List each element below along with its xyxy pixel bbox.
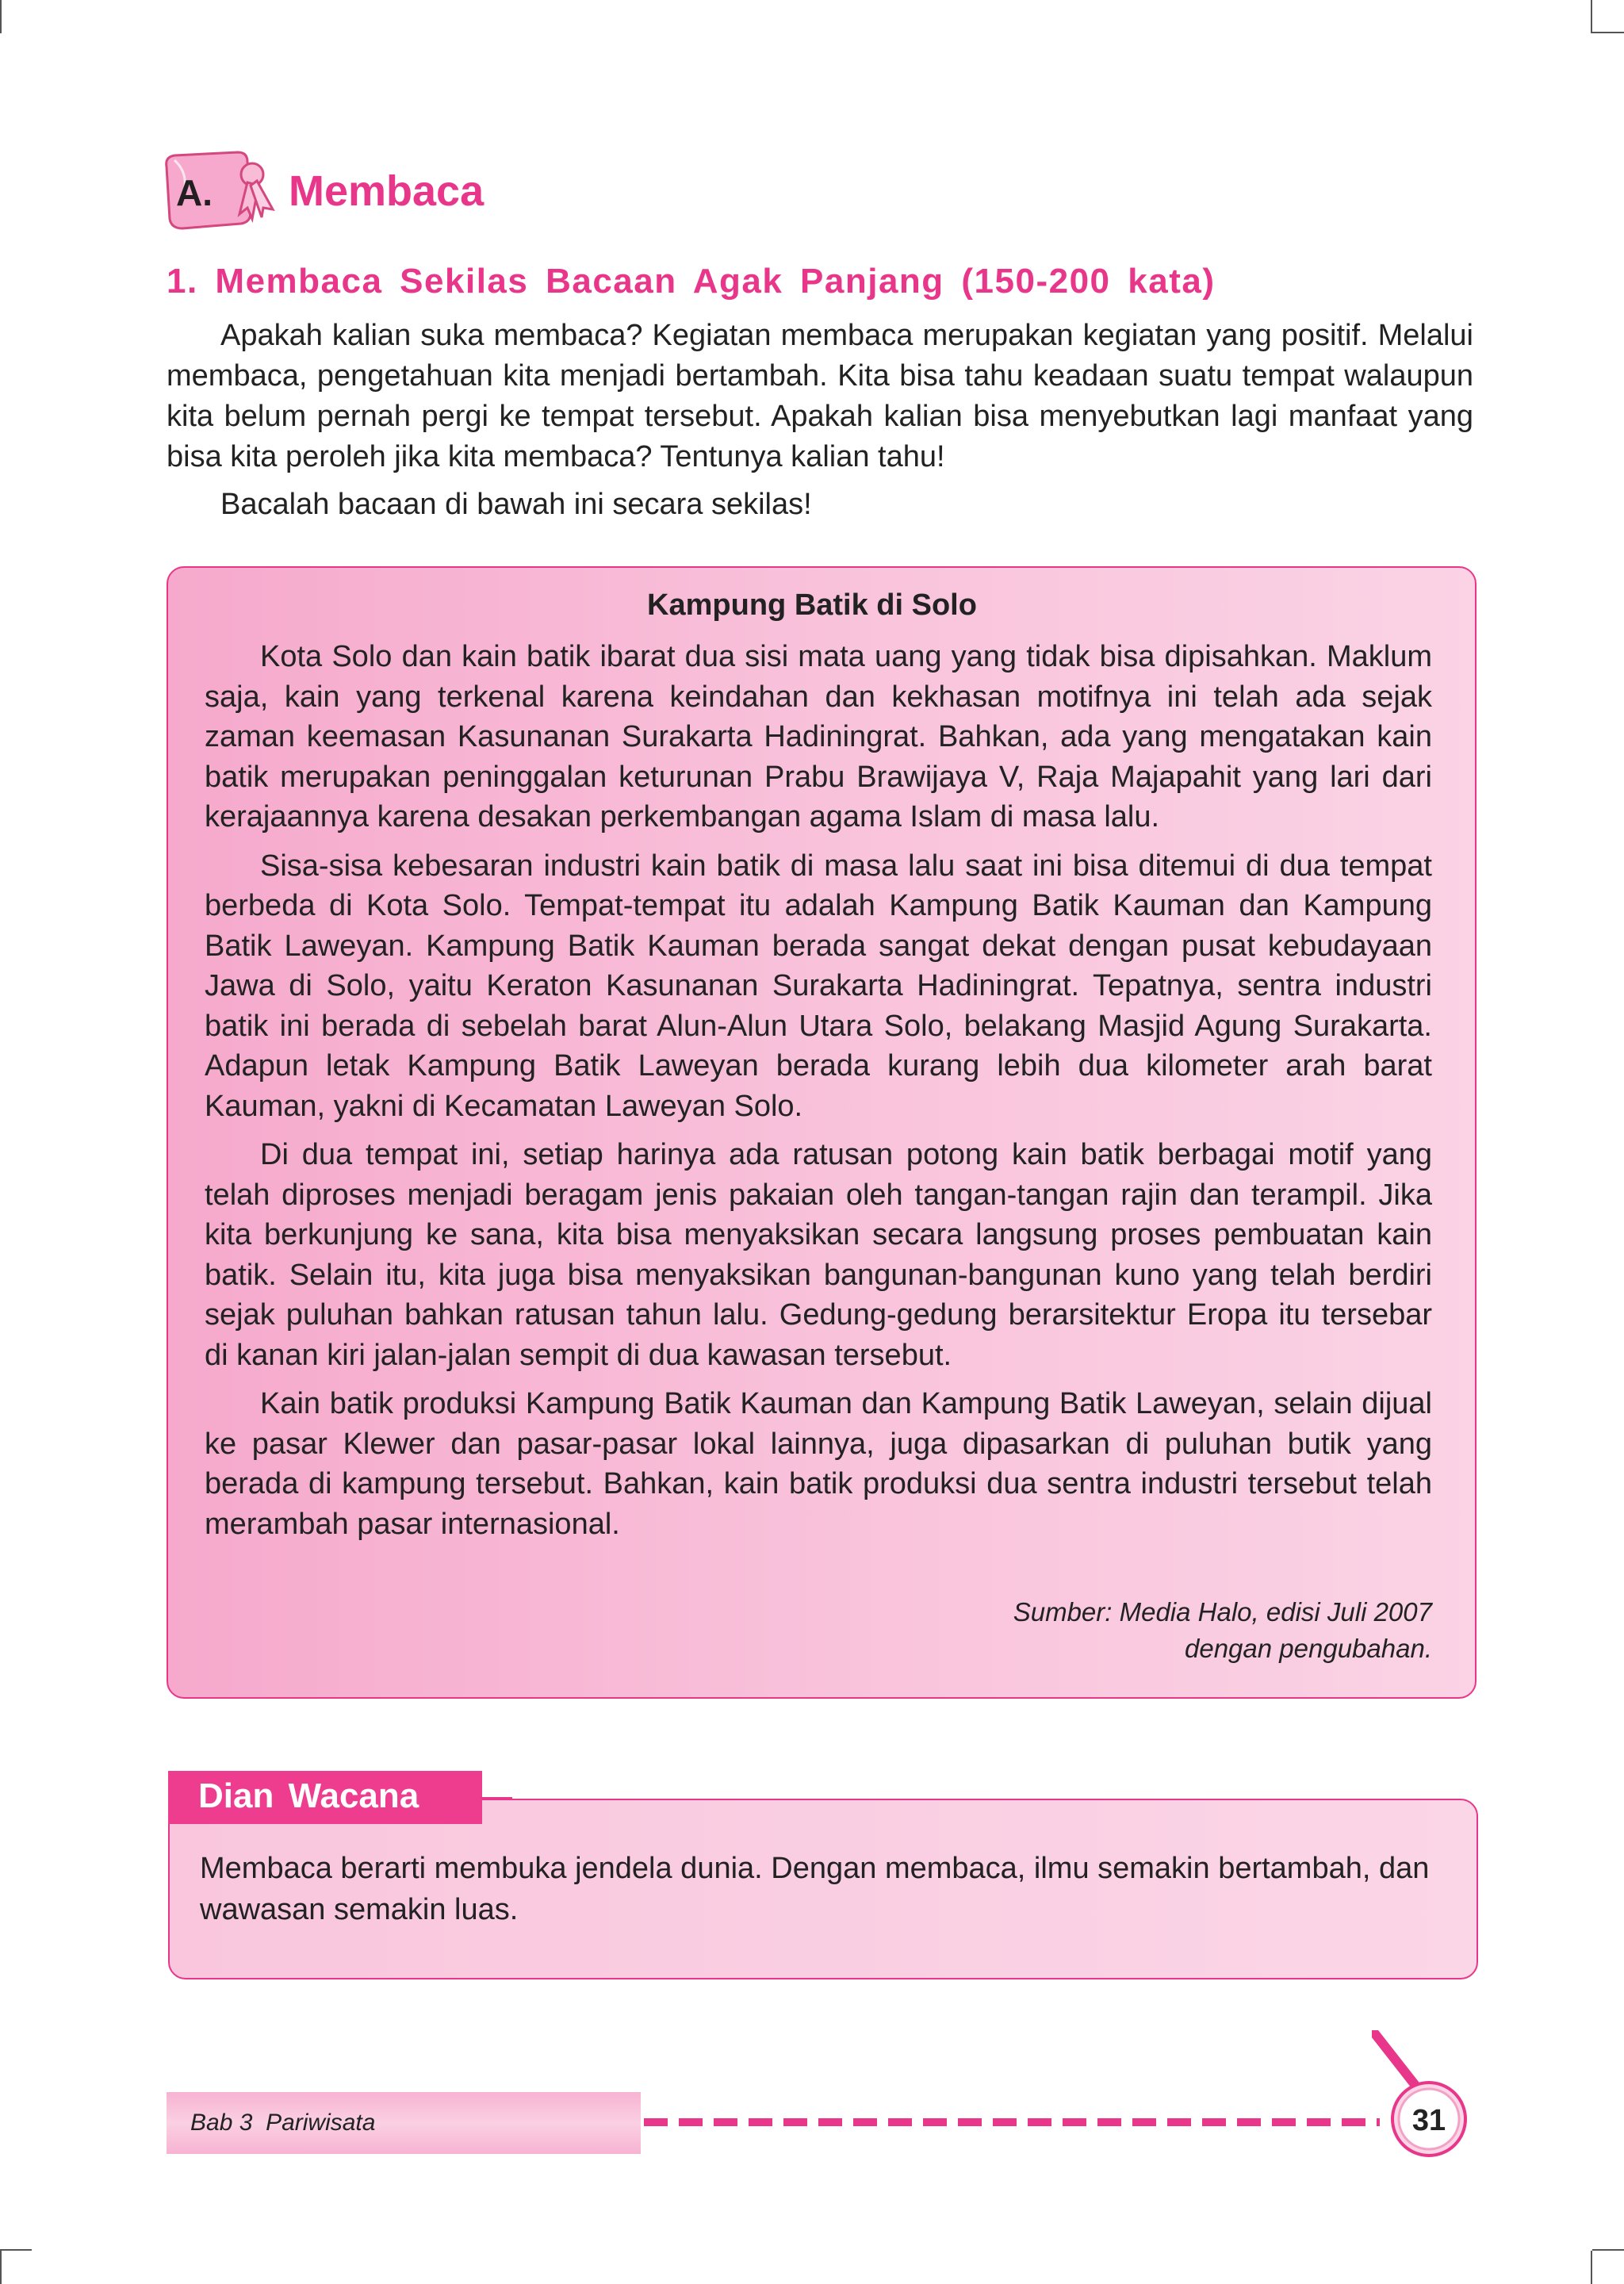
subsection-title: 1. Membaca Sekilas Bacaan Agak Panjang (150-200 kata)	[167, 262, 1216, 301]
dian-wacana-tab-line	[481, 1797, 512, 1799]
crop-mark-bottom-right	[1591, 2251, 1592, 2284]
reading-paragraph: Sisa-sisa kebesaran industri kain batik di masa lalu saat ini bisa ditemui di dua tempat berbeda di Kota Solo. Tempat-tempat itu adalah Kampung Batik Kauman dan Kampung Batik Laweyan. Kampung Batik Kauman berada sangat dekat dengan pusat kebudayaan Jawa di Solo, yaitu Keraton Kasunanan Surakarta Hadiningrat. Tepatnya, sentra industri batik ini berada di sebelah barat Alun-Alun Utara Solo, belakang Masjid Agung Surakarta. Adapun letak Kampung Batik Laweyan berada kurang lebih dua kilometer arah barat Kauman, yakni di Kecamatan Laweyan Solo.	[205, 849, 1432, 1123]
source-line: Sumber: Media Halo, edisi Juli 2007	[1013, 1597, 1432, 1627]
footer-dashed-line	[644, 2118, 1380, 2126]
source-note: dengan pengubahan.	[1185, 1634, 1432, 1663]
intro-instruction: Bacalah bacaan di bawah ini secara sekilas!	[220, 488, 812, 521]
section-title: Membaca	[289, 167, 485, 215]
dian-wacana-title: Dian Wacana	[198, 1776, 419, 1815]
section-letter: A.	[176, 172, 213, 213]
intro-text	[167, 316, 1473, 525]
crop-mark-top-right	[1591, 0, 1592, 33]
crop-mark-top-left	[0, 0, 2, 33]
crop-mark-top-right-h	[1592, 32, 1624, 33]
magnifier-icon	[1372, 2030, 1483, 2157]
dian-wacana-text: Membaca berarti membuka jendela dunia. Dengan membaca, ilmu semakin bertambah, dan wawasan semakin luas.	[200, 1852, 1430, 1926]
reading-title: Kampung Batik di Solo	[647, 588, 977, 622]
reading-paragraph: Di dua tempat ini, setiap harinya ada ratusan potong kain batik berbagai motif yang telah diproses menjadi beragam jenis pakaian oleh tangan-tangan rajin dan terampil. Jika kita berkunjung ke sana, kita bisa menyaksikan secara langsung proses pembuatan kain batik. Selain itu, kita juga bisa menyaksikan bangunan-bangunan kuno yang telah berdiri sejak puluhan bahkan ratusan tahun lalu. Gedung-gedung berarsitektur Eropa itu tersebar di kanan kiri jalan-jalan sempit di dua kawasan tersebut.	[205, 1138, 1432, 1372]
footer-chapter: Bab 3 Pariwisata	[190, 2110, 376, 2136]
reading-source	[1013, 1594, 1432, 1667]
reading-paragraph: Kota Solo dan kain batik ibarat dua sisi mata uang yang tidak bisa dipisahkan. Maklum saja, kain yang terkenal karena keindahan dan kekhasan motifnya ini telah ada sejak zaman keemasan Kasunanan Surakarta Hadiningrat. Bahkan, ada yang mengatakan kain batik merupakan peninggalan keturunan Prabu Brawijaya V, Raja Majapahit yang lari dari kerajaannya karena desakan perkembangan agama Islam di masa lalu.	[205, 640, 1432, 834]
page-number: 31	[1411, 2104, 1446, 2137]
crop-mark-bottom-left-h	[0, 2249, 32, 2251]
reading-paragraph: Kain batik produksi Kampung Batik Kauman dan Kampung Batik Laweyan, selain dijual ke pasar Klewer dan pasar-pasar lokal lainnya, juga dipasarkan di puluhan butik yang berada di kampung tersebut. Bahkan, kain batik produksi dua sentra industri tersebut telah merambah pasar internasional.	[205, 1387, 1432, 1541]
reading-body	[205, 637, 1432, 1553]
crop-mark-bottom-left	[0, 2251, 2, 2284]
crop-mark-bottom-right-h	[1592, 2249, 1624, 2251]
intro-paragraph: Apakah kalian suka membaca? Kegiatan membaca merupakan kegiatan yang positif. Melalui membaca, pengetahuan kita menjadi bertambah. Kita bisa tahu keadaan suatu tempat walaupun kita belum pernah pergi ke tempat tersebut. Apakah kalian bisa menyebutkan lagi manfaat yang bisa kita peroleh jika kita membaca? Tentunya kalian tahu!	[167, 319, 1473, 473]
